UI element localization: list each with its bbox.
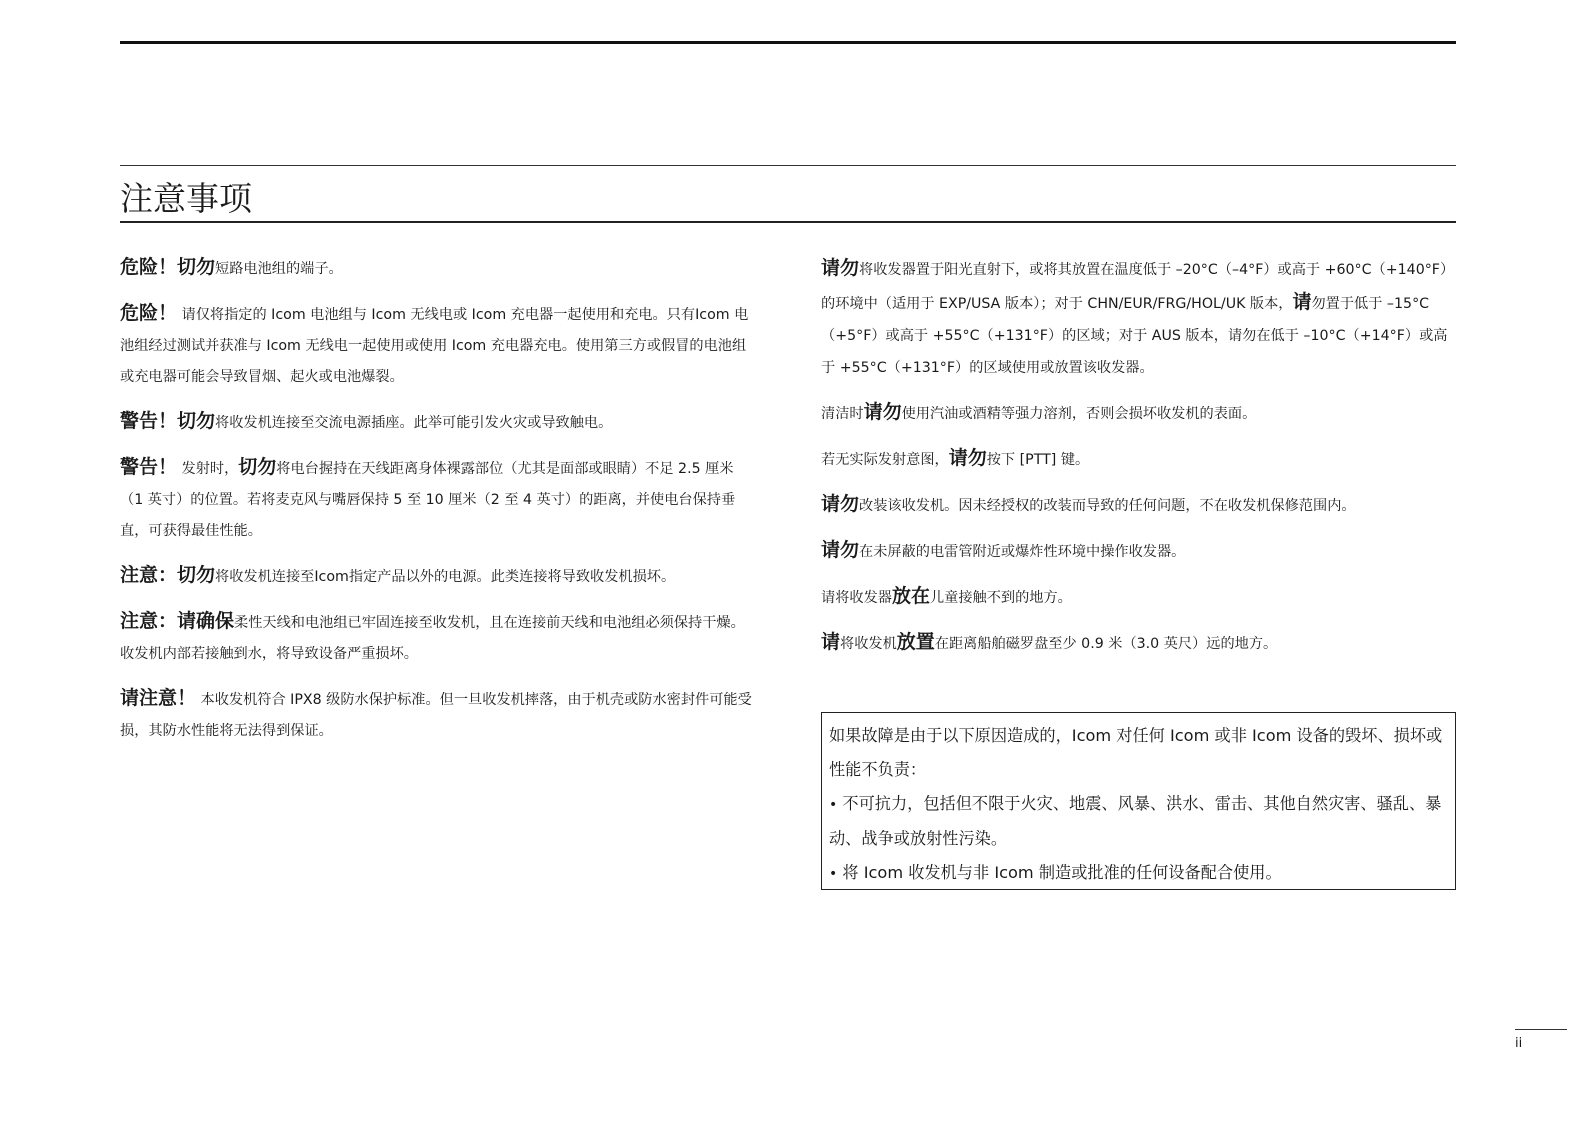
precaution-prefix: 发射时， bbox=[177, 461, 239, 477]
precaution-paragraph bbox=[821, 396, 1461, 430]
precaution-label: 请注意！ bbox=[120, 687, 197, 709]
precaution-text: 按下 [PTT] 键。 bbox=[986, 452, 1090, 468]
precaution-paragraph bbox=[120, 452, 756, 547]
precaution-label: 警告！ bbox=[120, 410, 178, 432]
precaution-text: 儿童接触不到的地方。 bbox=[929, 590, 1072, 606]
precaution-paragraph bbox=[120, 606, 756, 670]
precaution-label: 危险！ bbox=[120, 256, 178, 278]
title-rule-top bbox=[120, 165, 1456, 166]
precaution-prefix: 请将收发器 bbox=[821, 590, 892, 606]
precaution-paragraph bbox=[821, 488, 1461, 522]
precaution-text: 将电台握持在天线距离身体裸露部位（尤其是面部或眼睛）不足 2.5 厘米（1 英寸）的位置。若将麦克风与嘴唇保持 5 至 10 厘米（2 至 4 英寸）的距离，并使电台保持垂直，可获得最佳性能。 bbox=[120, 461, 736, 539]
disclaimer-item bbox=[829, 787, 1448, 856]
precaution-paragraph bbox=[120, 560, 756, 593]
precaution-paragraph bbox=[821, 580, 1461, 614]
precaution-keyword: 请 bbox=[1292, 291, 1312, 313]
precaution-paragraph bbox=[120, 406, 756, 439]
precaution-keyword: 请勿 bbox=[821, 493, 860, 515]
header-rule bbox=[120, 41, 1456, 44]
precaution-text: 勿置于低于 –15°C（+5°F）或高于 +55°C（+131°F）的区域；对于 AUS 版本，请勿在低于 –10°C（+14°F）或高于 +55°C（+131°F）的区域使用或放置该收发器。 bbox=[821, 296, 1448, 376]
disclaimer-box bbox=[821, 712, 1456, 890]
precaution-keyword: 请 bbox=[821, 631, 841, 653]
precaution-text: 改装该收发机。因未经授权的改装而导致的任何问题，不在收发机保修范围内。 bbox=[859, 498, 1356, 514]
title-rule-bottom bbox=[120, 221, 1456, 223]
precaution-text: 短路电池组的端子。 bbox=[215, 261, 343, 277]
precaution-text: 柔性天线和电池组已牢固连接至收发机，且在连接前天线和电池组必须保持干燥。收发机内部若接触到水，将导致设备严重损坏。 bbox=[120, 615, 745, 662]
footer-rule bbox=[1515, 1029, 1567, 1030]
disclaimer-item-text: 不可抗力，包括但不限于火灾、地震、风暴、洪水、雷击、其他自然灾害、骚乱、暴动、战争或放射性污染。 bbox=[829, 794, 1442, 848]
precaution-keyword: 切勿 bbox=[177, 256, 216, 278]
precaution-label: 警告！ bbox=[120, 456, 178, 478]
precaution-paragraph bbox=[821, 626, 1461, 660]
precaution-paragraph bbox=[821, 534, 1461, 568]
precaution-paragraph bbox=[120, 298, 756, 393]
precaution-label: 危险！ bbox=[120, 302, 178, 324]
precaution-text: 使用汽油或酒精等强力溶剂，否则会损坏收发机的表面。 bbox=[901, 406, 1257, 422]
disclaimer-item-text: 将 Icom 收发机与非 Icom 制造或批准的任何设备配合使用。 bbox=[842, 863, 1282, 882]
precaution-keyword: 放置 bbox=[896, 631, 935, 653]
page-number: ii bbox=[1515, 1036, 1523, 1051]
bullet-icon: • bbox=[829, 797, 838, 813]
precaution-keyword: 请勿 bbox=[821, 539, 860, 561]
precaution-label: 注意： bbox=[120, 564, 178, 586]
disclaimer-item bbox=[829, 856, 1448, 891]
precaution-text: 在未屏蔽的电雷管附近或爆炸性环境中操作收发器。 bbox=[859, 544, 1186, 560]
precaution-keyword: 切勿 bbox=[238, 456, 277, 478]
precaution-text: 将收发机连接至Icom指定产品以外的电源。此类连接将导致收发机损坏。 bbox=[215, 569, 676, 585]
precaution-text: 在距离船舶磁罗盘至少 0.9 米（3.0 英尺）远的地方。 bbox=[934, 636, 1278, 652]
precaution-prefix: 若无实际发射意图， bbox=[821, 452, 949, 468]
precaution-paragraph bbox=[120, 683, 756, 747]
precaution-keyword: 请勿 bbox=[863, 401, 902, 423]
precaution-text: 请仅将指定的 Icom 电池组与 Icom 无线电或 Icom 充电器一起使用和充电。只有Icom 电池组经过测试并获准与 Icom 无线电一起使用或使用 Icom 充电器充电。使用第三方或假冒的电池组或充电器可能会导致冒烟、起火或电池爆裂。 bbox=[120, 307, 749, 385]
precaution-paragraph bbox=[821, 252, 1461, 384]
precaution-keyword: 切勿 bbox=[177, 564, 216, 586]
precaution-text: 本收发机符合 IPX8 级防水保护标准。但一旦收发机摔落，由于机壳或防水密封件可能受损，其防水性能将无法得到保证。 bbox=[120, 692, 752, 739]
precaution-prefix: 清洁时 bbox=[821, 406, 864, 422]
precaution-keyword: 切勿 bbox=[177, 410, 216, 432]
precaution-keyword: 请勿 bbox=[821, 257, 860, 279]
left-column bbox=[120, 252, 756, 760]
precaution-keyword: 请确保 bbox=[177, 610, 235, 632]
precaution-paragraph bbox=[821, 442, 1461, 476]
precaution-text: 将收发机 bbox=[840, 636, 897, 652]
precaution-text: 将收发器置于阳光直射下，或将其放置在温度低于 –20°C（–4°F）或高于 +60°C（+140°F）的环境中（适用于 EXP/USA 版本）；对于 CHN/EUR/FRG/HOL/UK 版本， bbox=[821, 262, 1455, 312]
bullet-icon: • bbox=[829, 866, 838, 882]
page-title: 注意事项 bbox=[120, 179, 252, 218]
disclaimer-intro: 如果故障是由于以下原因造成的，Icom 对任何 Icom 或非 Icom 设备的毁坏、损坏或性能不负责： bbox=[829, 726, 1443, 779]
precaution-keyword: 放在 bbox=[891, 585, 930, 607]
precaution-keyword: 请勿 bbox=[948, 447, 987, 469]
precaution-label: 注意： bbox=[120, 610, 178, 632]
right-column bbox=[821, 252, 1461, 672]
precaution-paragraph bbox=[120, 252, 756, 285]
precaution-text: 将收发机连接至交流电源插座。此举可能引发火灾或导致触电。 bbox=[215, 415, 613, 431]
